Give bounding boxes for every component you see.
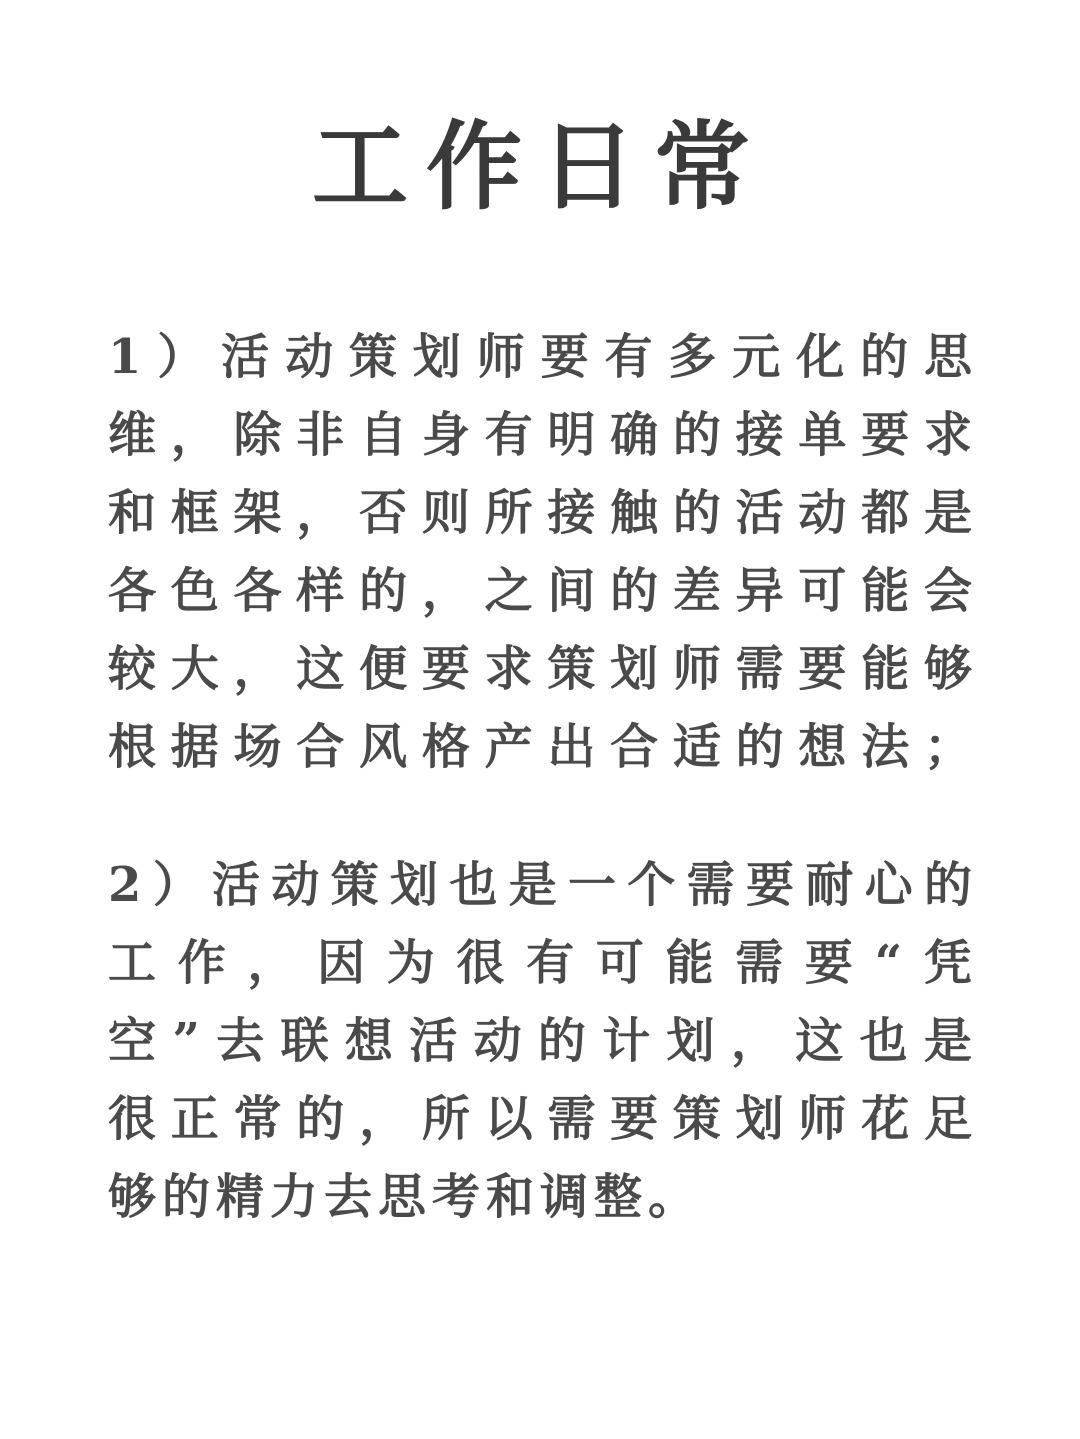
paragraph-line: 和 框 架 ， 否 则 所 接 触 的 活 动 都 是 <box>108 485 972 541</box>
paragraph-line: 较 大 ， 这 便 要 求 策 划 师 需 要 能 够 <box>108 641 972 697</box>
paragraph-line: 2 ） 活 动 策 划 也 是 一 个 需 要 耐 心 的 <box>108 857 972 913</box>
paragraph-line: 够的精力去思考和调整。 <box>108 1169 703 1225</box>
paragraph-line: 空 ” 去 联 想 活 动 的 计 划 ， 这 也 是 <box>108 1013 972 1069</box>
paragraph-2 <box>108 846 972 1236</box>
paragraph-line: 根 据 场 合 风 格 产 出 合 适 的 想 法 ； <box>108 719 972 775</box>
paragraph-line: 各 色 各 样 的 ， 之 间 的 差 异 可 能 会 <box>108 563 972 619</box>
paragraph-line: 1 ） 活 动 策 划 师 要 有 多 元 化 的 思 <box>108 329 972 385</box>
paragraph-line: 很 正 常 的 ， 所 以 需 要 策 划 师 花 足 <box>108 1091 972 1147</box>
paragraph-line: 维 ， 除 非 自 身 有 明 确 的 接 单 要 求 <box>108 407 972 463</box>
paragraph-line: 工 作 ， 因 为 很 有 可 能 需 要 “ 凭 <box>108 935 972 991</box>
paragraph-1 <box>108 318 972 786</box>
page-title: 工作日常 <box>312 110 768 223</box>
